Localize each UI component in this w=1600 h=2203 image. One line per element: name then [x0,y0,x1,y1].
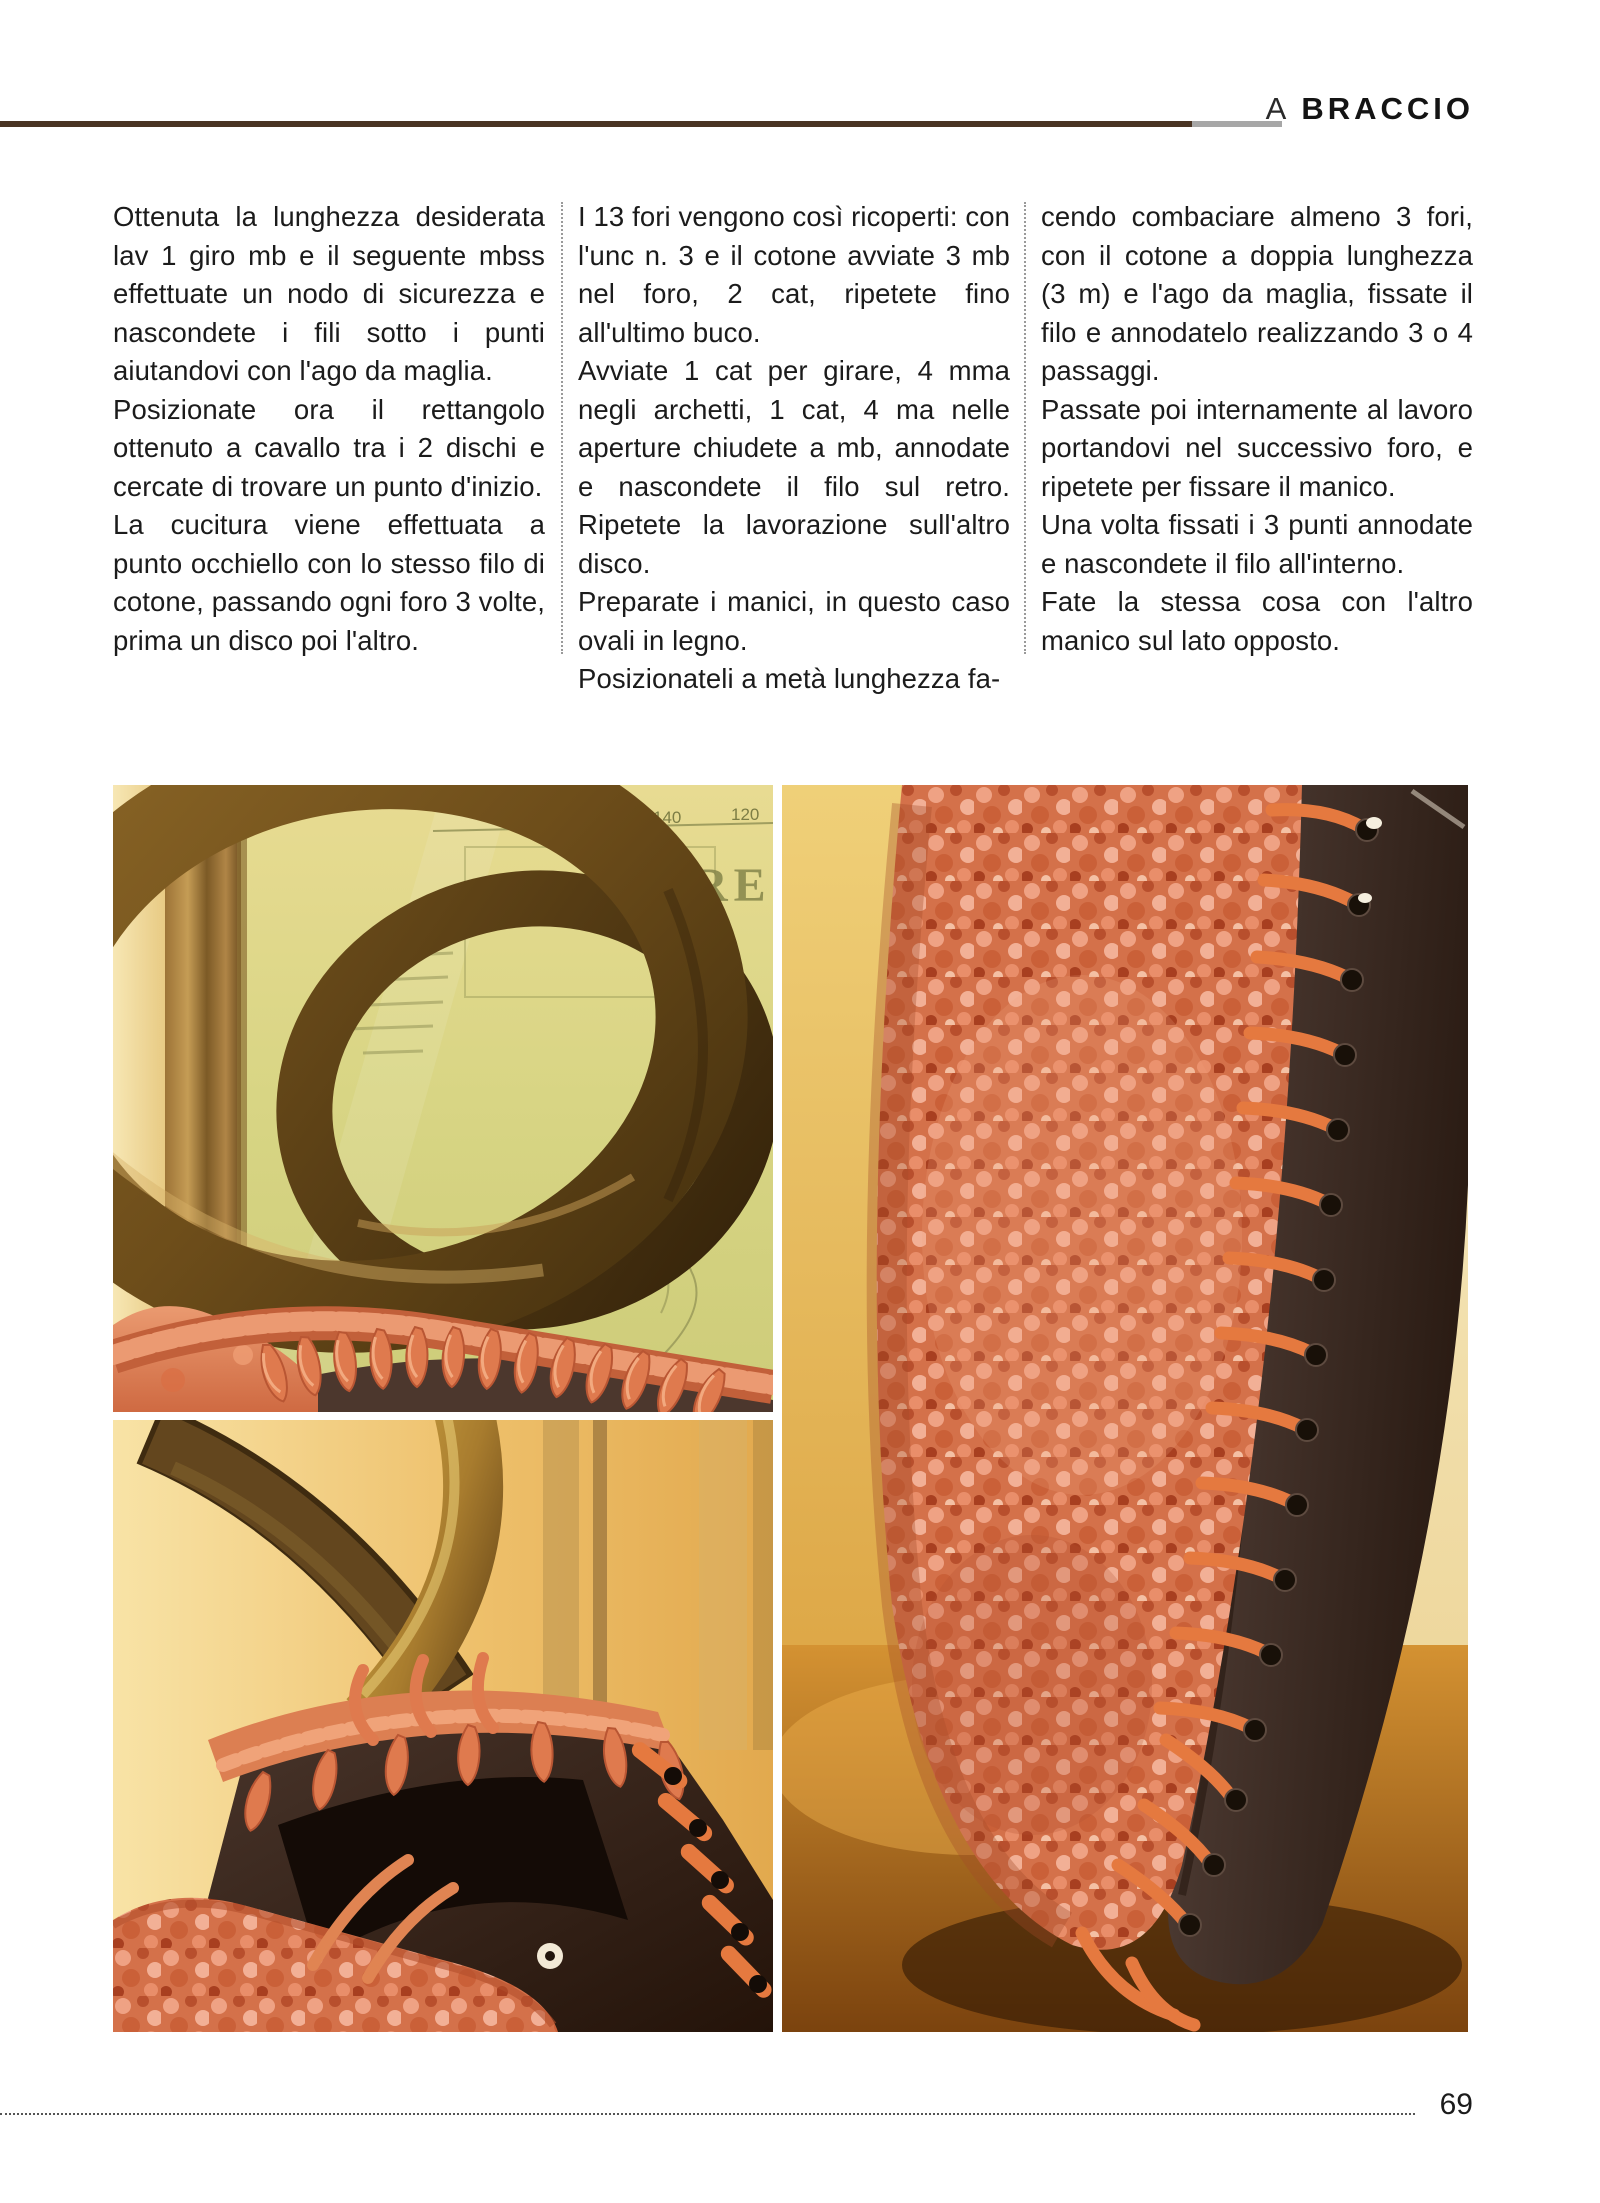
paragraph: Posizionate ora il rettangolo ottenuto a cavallo tra i 2 dischi e cercate di trovare un punto d'inizio. [113,393,545,502]
paragraph: Una volta fissati i 3 punti annodate e nascondete il filo all'interno. [1041,509,1473,579]
paragraph: Ottenuta la lunghezza desiderata lav 1 giro mb e il seguente mbss effettuate un nodo di sicurezza e nascondete i fili sotto i punti aiutandovi con l'ago da maglia. [113,201,545,386]
header-rule-brown [0,121,1192,127]
text-column-2 [578,198,1010,699]
photo-bag-closeup [113,1420,773,2032]
paragraph: Preparate i manici, in questo caso ovali in legno. [578,586,1010,656]
column-divider [1024,202,1026,654]
photo-wooden-handles-map [113,785,773,1412]
text-column-1 [113,198,545,660]
photo-disc-closeup-art [782,785,1468,2032]
map-longitude-label-140: 140 [653,808,682,827]
photo-wooden-handles-map-art [113,785,773,1412]
map-longitude-label-120: 120 [731,805,760,824]
photo-bag-closeup-art [113,1420,773,2032]
footer-rule [0,2113,1415,2115]
paragraph: cendo combaciare almeno 3 fori, con il cotone a doppia lunghezza (3 m) e l'ago da maglia, fissate il filo e annodatelo realizzando 3 o 4 passaggi. [1041,201,1473,386]
text-column-3 [1041,198,1473,660]
paragraph: Passate poi internamente al lavoro portandovi nel successivo foro, e ripetete per fissare il manico. [1041,393,1473,502]
map-title-fragment: RE [693,859,772,912]
paragraph: I 13 fori vengono così ricoperti: con l'unc n. 3 e il cotone avviate 3 mb nel foro, 2 cat, ripetete fino all'ultimo buco. [578,201,1010,348]
paragraph: La cucitura viene effettuata a punto occhiello con lo stesso filo di cotone, passando ogni foro 3 volte, prima un disco poi l'altro. [113,509,545,656]
section-heading [1266,92,1474,126]
paragraph: Fate la stessa cosa con l'altro manico sul lato opposto. [1041,586,1473,656]
section-title: BRACCIO [1301,91,1474,126]
section-prefix: A [1265,91,1288,126]
column-divider [561,202,563,654]
page-number: 69 [1439,2088,1473,2121]
paragraph: Avviate 1 cat per girare, 4 mma negli archetti, 1 cat, 4 ma nelle aperture chiudete a mb, annodate e nascondete il filo sul retro. Ripetete la lavorazione sull'altro disco. [578,355,1010,579]
photo-disc-closeup [782,785,1468,2032]
paragraph: Posizionateli a metà lunghezza fa- [578,663,1001,694]
